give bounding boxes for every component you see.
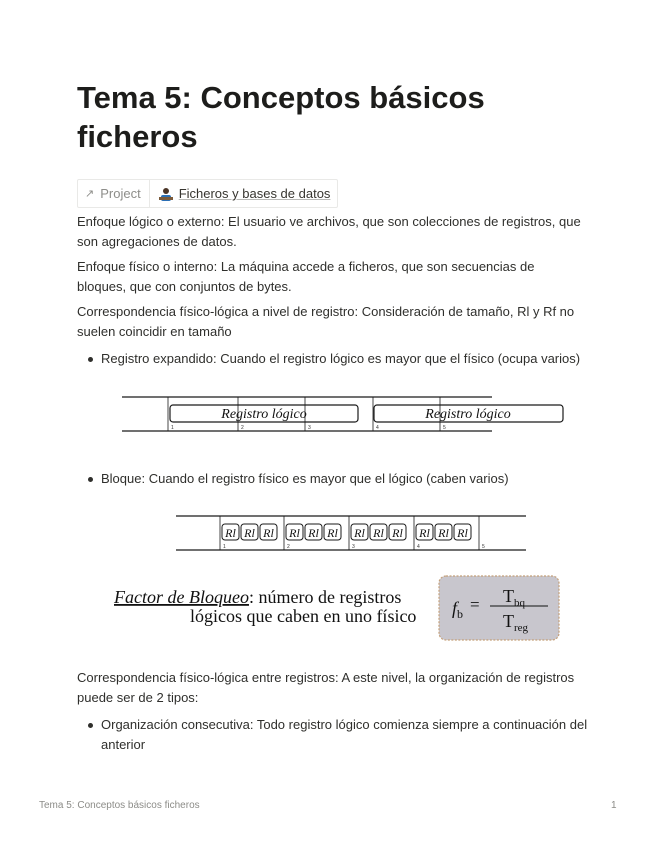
formula-equals: = <box>470 595 480 614</box>
arrow-up-right-icon: ↗ <box>85 188 95 200</box>
tick-label: 2 <box>241 425 244 431</box>
logical-record-label: Rl <box>327 526 338 540</box>
tick-label: 1 <box>223 544 226 550</box>
project-property <box>77 179 338 208</box>
footer-title: Tema 5: Conceptos básicos ficheros <box>39 800 200 811</box>
formula-denominator: $T_{reg}$ <box>503 611 529 634</box>
formula-numerator: $T_{bq}$ <box>503 586 525 609</box>
bullet-block: Bloque: Cuando el registro físico es mayor que el lógico (caben varios) <box>86 469 596 489</box>
logical-record-label: Rl <box>354 526 365 540</box>
logical-record-label: Rl <box>392 526 403 540</box>
expanded-record-diagram <box>120 394 575 436</box>
paragraph-physical-approach: Enfoque físico o interno: La máquina accede a ficheros, que son secuencias de bloques, que con conjuntos de bytes. <box>77 259 535 294</box>
logical-record-label: Rl <box>373 526 384 540</box>
record-label: Registro lógico <box>425 407 511 422</box>
logical-record-label: Rl <box>289 526 300 540</box>
footer-page-number: 1 <box>611 800 617 811</box>
page-title: Tema 5: Conceptos básicos ficheros <box>77 80 485 154</box>
record-label: Registro lógico <box>221 407 307 422</box>
blocking-factor-line1 <box>113 587 401 607</box>
student-emoji-icon <box>158 187 174 201</box>
formula-lhs: $f_b$ <box>452 598 464 621</box>
bullet-consecutive-organization: Organización consecutiva: Todo registro lógico comienza siempre a continuación del anterior <box>86 715 596 755</box>
blocking-factor-definition-1: : número de registros <box>248 587 402 607</box>
property-key-label: Project <box>100 186 141 201</box>
paragraph-logical-approach: Enfoque lógico o externo: El usuario ve archivos, que son colecciones de registros, que son agregaciones de datos. <box>77 214 581 249</box>
tick-label: 4 <box>417 544 420 550</box>
property-value[interactable] <box>150 180 338 207</box>
tick-label: 4 <box>376 425 379 431</box>
tick-label: 2 <box>287 544 290 550</box>
paragraph-record-correspondence: Correspondencia físico-lógica a nivel de registro: Consideración de tamaño, Rl y Rf no suelen coincidir en tamaño <box>77 304 575 339</box>
logical-record-label: Rl <box>438 526 449 540</box>
logical-record-label: Rl <box>244 526 255 540</box>
logical-record-groups <box>222 524 471 540</box>
tick-label: 1 <box>171 425 174 431</box>
tick-label: 3 <box>308 425 311 431</box>
logical-record-label: Rl <box>225 526 236 540</box>
property-key <box>78 180 150 207</box>
blocking-factor-term: Factor de Bloqueo <box>114 587 249 607</box>
logical-record-label: Rl <box>308 526 319 540</box>
paragraph-record-organization: Correspondencia físico-lógica entre registros: A este nivel, la organización de registros puede ser de 2 tipos: <box>77 670 575 705</box>
blocking-factor-definition-2: lógicos que caben en uno físico <box>190 606 417 626</box>
block-diagram <box>174 513 529 555</box>
logical-record-label: Rl <box>457 526 468 540</box>
tick-label: 3 <box>352 544 355 550</box>
logical-record-label: Rl <box>263 526 274 540</box>
logical-record-label: Rl <box>419 526 430 540</box>
tick-label: 5 <box>482 544 485 550</box>
project-link[interactable]: Ficheros y bases de datos <box>178 186 331 201</box>
bullet-expanded-record: Registro expandido: Cuando el registro lógico es mayor que el físico (ocupa varios) <box>86 349 596 369</box>
blocking-factor-figure <box>110 572 565 644</box>
tick-label: 5 <box>443 425 446 431</box>
